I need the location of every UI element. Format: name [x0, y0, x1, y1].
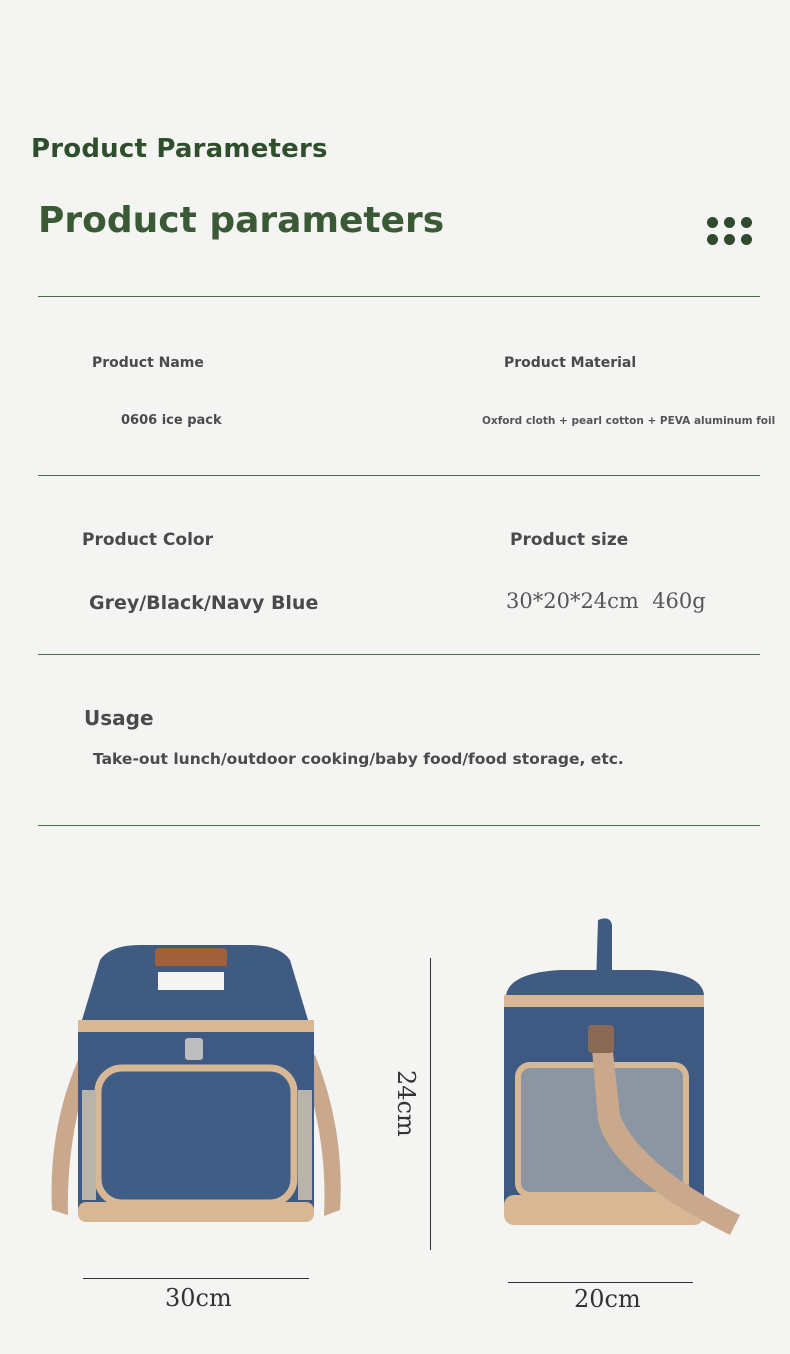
- product-color-label: Product Color: [82, 530, 213, 550]
- product-size-label: Product size: [510, 530, 629, 550]
- page-title: Product parameters: [38, 200, 445, 241]
- divider: [38, 296, 760, 297]
- usage-title: Usage: [84, 706, 154, 730]
- section-title: Product Parameters: [31, 134, 328, 164]
- usage-text: Take-out lunch/outdoor cooking/baby food/food storage, etc.: [93, 750, 624, 768]
- width-dimension-label: 30cm: [165, 1284, 232, 1312]
- product-name-value: 0606 ice pack: [121, 413, 222, 428]
- width-dimension-line: [83, 1278, 309, 1279]
- divider: [38, 654, 760, 655]
- more-dots-icon: [707, 217, 753, 245]
- product-material-value: Oxford cloth + pearl cotton + PEVA aluminum foil: [482, 415, 776, 427]
- height-dimension-line: [430, 958, 431, 1250]
- bag-front-image: [40, 940, 350, 1240]
- divider: [38, 475, 760, 476]
- depth-dimension-line: [508, 1282, 693, 1283]
- product-name-label: Product Name: [92, 355, 204, 371]
- depth-dimension-label: 20cm: [574, 1285, 641, 1313]
- product-color-value: Grey/Black/Navy Blue: [89, 592, 319, 614]
- bag-side-image: [490, 915, 750, 1255]
- divider: [38, 825, 760, 826]
- height-dimension-label: 24cm: [392, 1070, 420, 1137]
- product-material-label: Product Material: [504, 355, 637, 371]
- product-size-value: 30*20*24cm 460g: [506, 589, 706, 613]
